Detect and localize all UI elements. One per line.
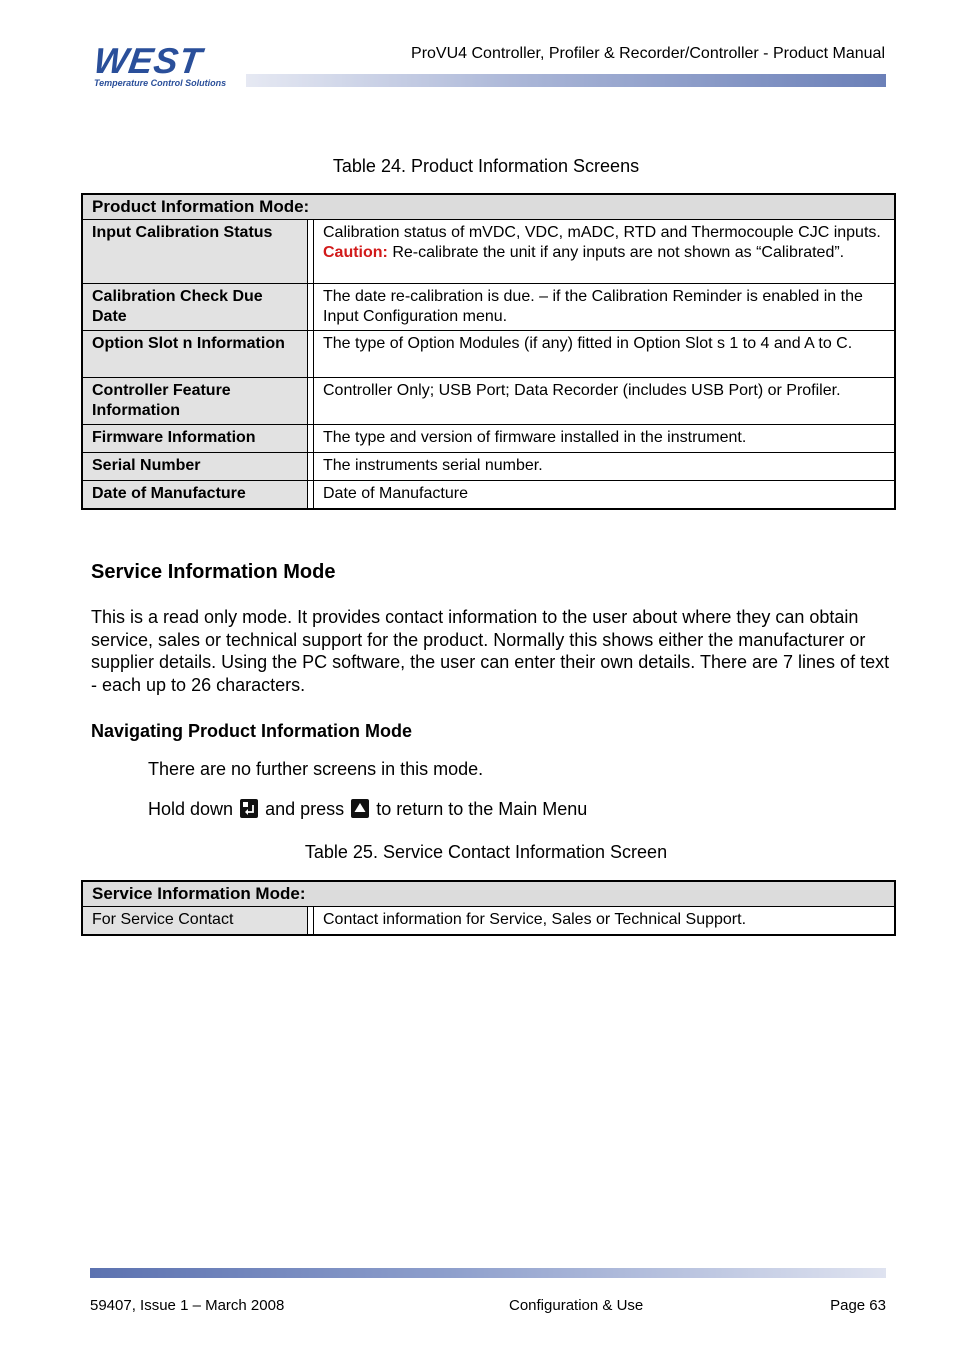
caution-label: Caution: <box>323 244 388 261</box>
row-description: Date of Manufacture <box>314 481 896 509</box>
service-information-table <box>81 880 896 936</box>
row-description: The date re-calibration is due. – if the Calibration Reminder is enabled in the Input Configuration menu. <box>314 284 896 331</box>
page-key-icon <box>240 799 258 818</box>
west-logo <box>91 40 246 90</box>
footer-document-id: 59407, Issue 1 – March 2008 <box>90 1297 285 1314</box>
table-row <box>82 481 895 509</box>
table-row <box>82 425 895 453</box>
instruction-text: and press <box>265 799 345 819</box>
instruction-text: Hold down <box>148 799 234 819</box>
subsection-heading: Navigating Product Information Mode <box>91 721 413 741</box>
table24-caption: Table 24. Product Information Screens <box>332 156 640 176</box>
footer-section: Configuration & Use <box>509 1297 644 1314</box>
table-row <box>82 220 895 284</box>
row-name: Input Calibration Status <box>82 220 308 284</box>
row-description: The type and version of firmware installed in the instrument. <box>314 425 896 453</box>
section-heading: Service Information Mode <box>91 561 336 583</box>
table-header-row <box>82 881 895 907</box>
row-description: The type of Option Modules (if any) fitted in Option Slot s 1 to 4 and A to C. <box>314 331 896 378</box>
navigation-note: There are no further screens in this mode. <box>148 759 484 779</box>
section-body: This is a read only mode. It provides contact information to the user about where they can obtain service, sales or technical support for the product. Normally this shows either the manufacturer or supplier details. Using the PC software, the user can enter their own details. There are 7 lines of text - each up to 26 characters. <box>91 607 890 695</box>
table-row <box>82 378 895 425</box>
row-name: Calibration Check Due Date <box>82 284 308 331</box>
row-description <box>314 220 896 284</box>
row-name: Firmware Information <box>82 425 308 453</box>
table-row <box>82 284 895 331</box>
row-name: Option Slot n Information <box>82 331 308 378</box>
row-name: Serial Number <box>82 453 308 481</box>
table-header-row <box>82 194 895 220</box>
row-name: Controller Feature Information <box>82 378 308 425</box>
manual-title: ProVU4 Controller, Profiler & Recorder/Controller - Product Manual <box>411 45 885 62</box>
logo-wordmark: WEST <box>91 40 205 81</box>
table-header: Service Information Mode: <box>82 881 895 907</box>
instruction-text: to return to the Main Menu <box>376 799 588 819</box>
up-arrow-key-icon <box>351 799 369 818</box>
desc-text: Re-calibrate the unit if any inputs are not shown as “Calibrated”. <box>387 244 845 261</box>
table-row <box>82 907 895 935</box>
row-description: Contact information for Service, Sales or Technical Support. <box>314 907 896 935</box>
table-header: Product Information Mode: <box>82 194 895 220</box>
table25-caption: Table 25. Service Contact Information Screen <box>304 842 668 862</box>
navigation-instruction <box>148 799 587 820</box>
row-name: Date of Manufacture <box>82 481 308 509</box>
table-row <box>82 453 895 481</box>
footer-rule <box>90 1268 886 1278</box>
header-rule <box>246 74 886 87</box>
row-name: For Service Contact <box>82 907 308 935</box>
logo-tagline: Temperature Control Solutions <box>94 78 227 88</box>
table-row <box>82 331 895 378</box>
row-description: The instruments serial number. <box>314 453 896 481</box>
row-description: Controller Only; USB Port; Data Recorder (includes USB Port) or Profiler. <box>314 378 896 425</box>
footer-page-number: Page 63 <box>830 1297 886 1314</box>
product-information-table <box>81 193 896 510</box>
desc-text: Calibration status of mVDC, VDC, mADC, RTD and Thermocouple CJC inputs. <box>323 224 881 241</box>
